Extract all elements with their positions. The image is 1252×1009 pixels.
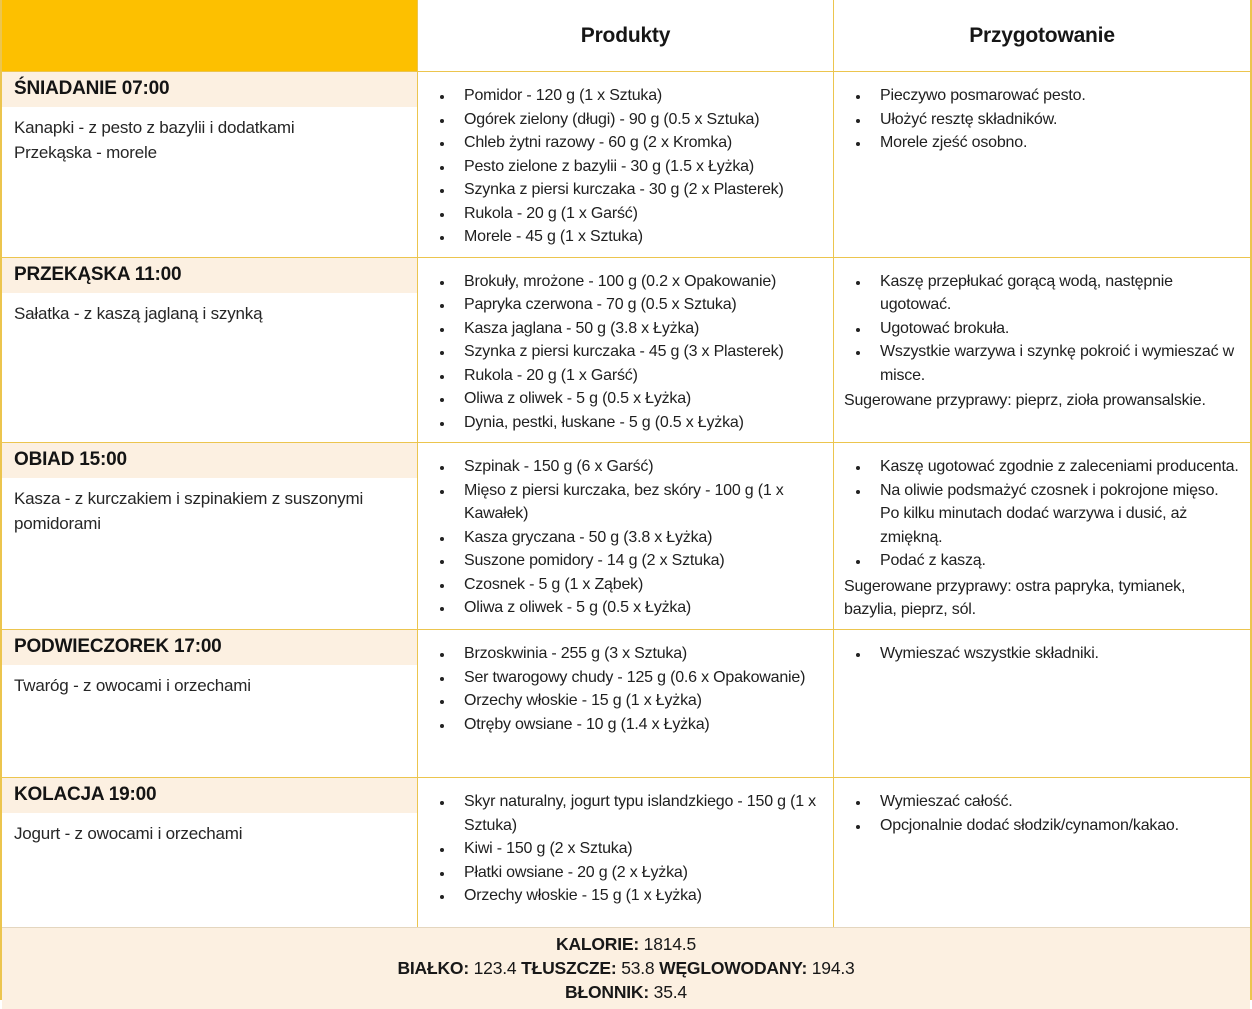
product-item: • Suszone pomidory - 14 g (2 x Sztuka): [454, 549, 823, 573]
meal-title: PRZEKĄSKA 11:00: [2, 258, 417, 293]
product-item: • Brzoskwinia - 255 g (3 x Sztuka): [454, 642, 823, 666]
products-column-header: Produkty: [417, 0, 833, 71]
meal-info-cell: [2, 258, 417, 443]
products-list: [428, 790, 823, 908]
products-list: [428, 642, 823, 736]
meal-title: OBIAD 15:00: [2, 443, 417, 478]
meal-description-line: Jogurt - z owocami i orzechami: [14, 824, 243, 844]
products-cell: [417, 72, 833, 257]
preparation-step: • Opcjonalnie dodać słodzik/cynamon/kakao.: [870, 814, 1240, 838]
table-header-row: [2, 0, 1250, 71]
meal-row-2: [2, 257, 1250, 443]
preparation-cell: [833, 443, 1250, 629]
meal-description: [2, 478, 417, 536]
preparation-step: • Ułożyć resztę składników.: [870, 108, 1240, 132]
preparation-note: Sugerowane przyprawy: ostra papryka, tymianek, bazylia, pieprz, sól.: [844, 577, 1186, 618]
product-item: • Pomidor - 120 g (1 x Sztuka): [454, 84, 823, 108]
meal-info-cell: [2, 778, 417, 927]
product-item: • Czosnek - 5 g (1 x Ząbek): [454, 573, 823, 597]
meal-description-line: Przekąska - morele: [14, 142, 157, 162]
nutrition-summary: [2, 927, 1250, 1009]
products-cell: [417, 778, 833, 927]
preparation-step: • Morele zjeść osobno.: [870, 131, 1240, 155]
preparation-step: • Na oliwie podsmażyć czosnek i pokrojone mięso. Po kilku minutach dodać warzywa i dusić, aż zmiękną.: [870, 479, 1240, 550]
meal-row-4: [2, 629, 1250, 777]
products-cell: [417, 443, 833, 629]
preparation-column-header: Przygotowanie: [833, 0, 1250, 71]
meal-title: ŚNIADANIE 07:00: [2, 72, 417, 107]
product-item: • Mięso z piersi kurczaka, bez skóry - 100 g (1 x Kawałek): [454, 479, 823, 526]
product-item: • Rukola - 20 g (1 x Garść): [454, 364, 823, 388]
product-item: • Dynia, pestki, łuskane - 5 g (0.5 x Łyżka): [454, 411, 823, 435]
products-list: [428, 455, 823, 620]
product-item: • Kasza jaglana - 50 g (3.8 x Łyżka): [454, 317, 823, 341]
meal-row-1: [2, 71, 1250, 257]
product-item: • Brokuły, mrożone - 100 g (0.2 x Opakowanie): [454, 270, 823, 294]
product-item: • Orzechy włoskie - 15 g (1 x Łyżka): [454, 689, 823, 713]
macros-line: [397, 958, 854, 979]
calories-line: [556, 934, 696, 955]
product-item: • Rukola - 20 g (1 x Garść): [454, 202, 823, 226]
carbs-label: WĘGLOWODANY:: [659, 958, 808, 979]
preparation-step: • Wymieszać całość.: [870, 790, 1240, 814]
corner-accent-block: [2, 0, 417, 71]
product-item: • Szynka z piersi kurczaka - 30 g (2 x Plasterek): [454, 178, 823, 202]
preparation-cell: [833, 630, 1250, 777]
product-item: • Orzechy włoskie - 15 g (1 x Łyżka): [454, 884, 823, 908]
product-item: • Pesto zielone z bazylii - 30 g (1.5 x Łyżka): [454, 155, 823, 179]
meal-description-line: Kanapki - z pesto z bazylii i dodatkami: [14, 118, 295, 137]
meal-row-3: [2, 442, 1250, 629]
product-item: • Szynka z piersi kurczaka - 45 g (3 x Plasterek): [454, 340, 823, 364]
carbs-value: 194.3: [811, 958, 855, 979]
preparation-step: • Pieczywo posmarować pesto.: [870, 84, 1240, 108]
preparation-cell: [833, 778, 1250, 927]
meal-description-line: Sałatka - z kaszą jaglaną i szynką: [14, 303, 263, 323]
fat-label: TŁUSZCZE:: [521, 958, 617, 979]
fiber-label: BŁONNIK:: [565, 982, 649, 1003]
product-item: • Morele - 45 g (1 x Sztuka): [454, 225, 823, 249]
meal-info-cell: [2, 72, 417, 257]
products-cell: [417, 258, 833, 443]
products-list: [428, 84, 823, 249]
preparation-step: • Kaszę ugotować zgodnie z zaleceniami producenta.: [870, 455, 1240, 479]
preparation-step: • Podać z kaszą.: [870, 549, 1240, 573]
product-item: • Ogórek zielony (długi) - 90 g (0.5 x Sztuka): [454, 108, 823, 132]
product-item: • Oliwa z oliwek - 5 g (0.5 x Łyżka): [454, 387, 823, 411]
preparation-step: • Wymieszać wszystkie składniki.: [870, 642, 1240, 666]
products-list: [428, 270, 823, 435]
preparation-list: [844, 84, 1240, 155]
product-item: • Ser twarogowy chudy - 125 g (0.6 x Opakowanie): [454, 666, 823, 690]
fiber-line: [565, 982, 687, 1003]
preparation-note: Sugerowane przyprawy: pieprz, zioła prowansalskie.: [844, 392, 1206, 410]
preparation-list: [844, 270, 1240, 388]
product-item: • Oliwa z oliwek - 5 g (0.5 x Łyżka): [454, 596, 823, 620]
product-item: • Otręby owsiane - 10 g (1.4 x Łyżka): [454, 713, 823, 737]
calories-value: 1814.5: [643, 934, 696, 955]
product-item: • Papryka czerwona - 70 g (0.5 x Sztuka): [454, 293, 823, 317]
meal-description: [2, 813, 417, 847]
meal-description-line: Kasza - z kurczakiem i szpinakiem z suszonymi pomidorami: [14, 489, 364, 533]
product-item: • Kiwi - 150 g (2 x Sztuka): [454, 837, 823, 861]
preparation-list: [844, 455, 1240, 573]
meal-description: [2, 293, 417, 327]
product-item: • Szpinak - 150 g (6 x Garść): [454, 455, 823, 479]
preparation-step: • Kaszę przepłukać gorącą wodą, następnie ugotować.: [870, 270, 1240, 317]
protein-value: 123.4: [473, 958, 517, 979]
preparation-cell: [833, 72, 1250, 257]
preparation-cell: [833, 258, 1250, 443]
meal-description: [2, 665, 417, 699]
preparation-list: [844, 790, 1240, 837]
product-item: • Kasza gryczana - 50 g (3.8 x Łyżka): [454, 526, 823, 550]
product-item: • Skyr naturalny, jogurt typu islandzkiego - 150 g (1 x Sztuka): [454, 790, 823, 837]
fat-value: 53.8: [621, 958, 655, 979]
product-item: • Chleb żytni razowy - 60 g (2 x Kromka): [454, 131, 823, 155]
product-item: • Płatki owsiane - 20 g (2 x Łyżka): [454, 861, 823, 885]
meal-description-line: Twaróg - z owocami i orzechami: [14, 676, 251, 696]
products-cell: [417, 630, 833, 777]
meal-description: [2, 107, 417, 165]
protein-label: BIAŁKO:: [397, 958, 469, 979]
preparation-step: • Wszystkie warzywa i szynkę pokroić i wymieszać w misce.: [870, 340, 1240, 387]
preparation-step: • Ugotować brokuła.: [870, 317, 1240, 341]
meal-rows-container: [2, 71, 1250, 927]
fiber-value: 35.4: [653, 982, 687, 1003]
preparation-list: [844, 642, 1240, 666]
meal-title: PODWIECZOREK 17:00: [2, 630, 417, 665]
calories-label: KALORIE:: [556, 934, 639, 955]
meal-info-cell: [2, 630, 417, 777]
meal-info-cell: [2, 443, 417, 629]
meal-row-5: [2, 777, 1250, 927]
meal-title: KOLACJA 19:00: [2, 778, 417, 813]
